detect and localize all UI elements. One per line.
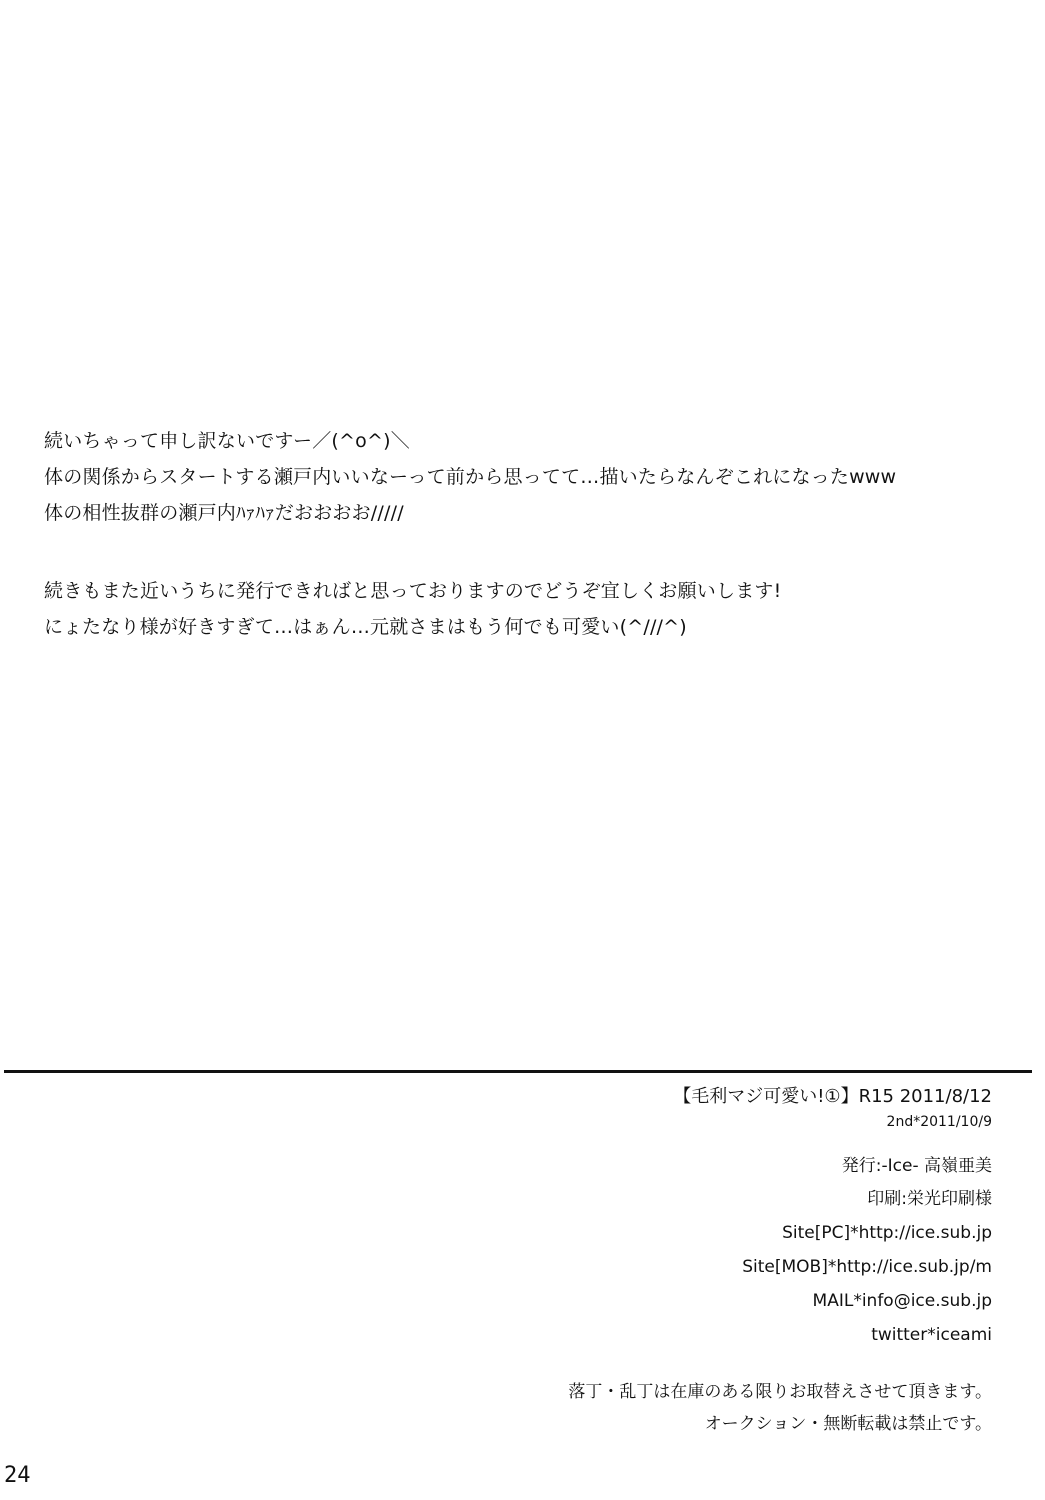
colophon — [392, 1084, 992, 1436]
page-number: 24 — [4, 1463, 31, 1488]
site-pc-line: Site[PC]*http://ice.sub.jp — [782, 1223, 992, 1243]
paragraph-gap — [44, 536, 1004, 578]
afterword-line: 体の相性抜群の瀬戸内ﾊｧﾊｧだおおおお///// — [44, 502, 404, 524]
edition-date: 2nd*2011/10/9 — [886, 1114, 992, 1130]
site-mobile-line: Site[MOB]*http://ice.sub.jp/m — [742, 1257, 992, 1277]
afterword-line: 体の関係からスタートする瀬戸内いいなーって前から思ってて…描いたらなんぞこれになったwww — [44, 466, 897, 488]
colophon-divider — [4, 1070, 1032, 1073]
afterword-line: にょたなり様が好きすぎて…はぁん…元就さまはもう何でも可愛い(^///^) — [44, 616, 687, 638]
afterword-text — [44, 428, 1004, 650]
prohibition-notice: オークション・無断転載は禁止です。 — [704, 1414, 992, 1434]
publisher-line: 発行:-Ice- 高嶺亜美 — [841, 1156, 992, 1176]
mail-line: MAIL*info@ice.sub.jp — [812, 1291, 992, 1311]
exchange-notice: 落丁・乱丁は在庫のある限りお取替えさせて頂きます。 — [568, 1382, 992, 1402]
book-title-line: 【毛利マジ可愛い!①】R15 2011/8/12 — [673, 1086, 992, 1107]
afterword-line: 続いちゃって申し訳ないですー／(^o^)＼ — [44, 430, 410, 452]
afterword-line: 続きもまた近いうちに発行できればと思っておりますのでどうぞ宜しくお願いします! — [44, 580, 782, 602]
printer-line: 印刷:栄光印刷様 — [867, 1189, 992, 1209]
twitter-line: twitter*iceami — [871, 1325, 992, 1345]
